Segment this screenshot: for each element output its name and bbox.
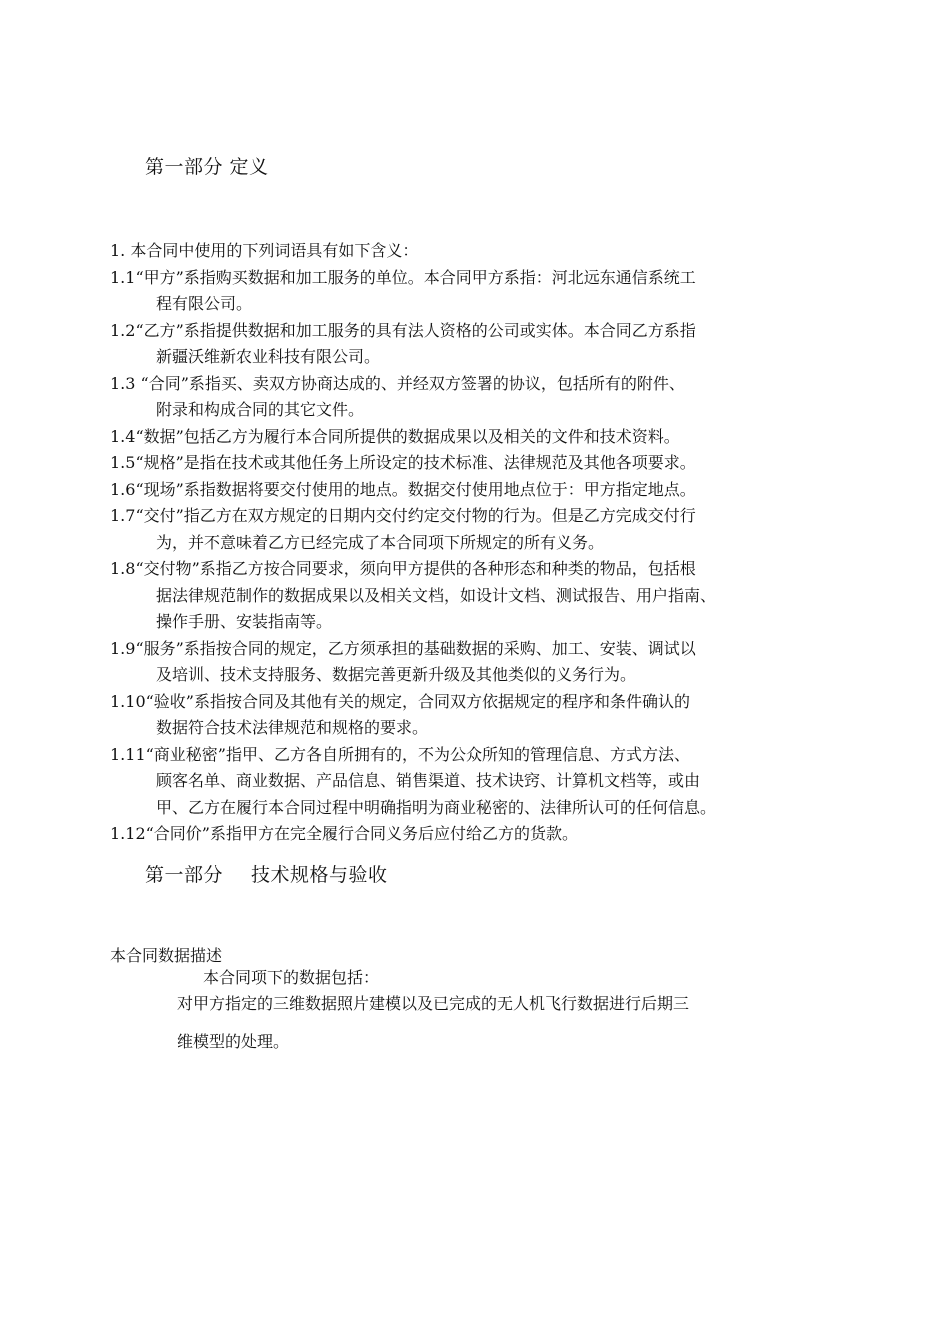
data-description-body-line1: 对甲方指定的三维数据照片建模以及已完成的无人机飞行数据进行后期三: [177, 994, 690, 1013]
definition-line: 1.11“商业秘密”指甲、乙方各自所拥有的，不为公众所知的管理信息、方式方法、: [110, 744, 690, 764]
definition-line: 1. 本合同中使用的下列词语具有如下含义：: [110, 241, 419, 260]
definition-line-continuation: 附录和构成合同的其它文件。: [156, 400, 365, 419]
definition-line-continuation: 甲、乙方在履行本合同过程中明确指明为商业秘密的、法律所认可的任何信息。: [156, 797, 717, 817]
definition-line-continuation: 新疆沃维新农业科技有限公司。: [156, 347, 381, 366]
part2-heading: [145, 860, 388, 887]
data-description-intro: 本合同项下的数据包括：: [203, 968, 380, 987]
data-description-body-line2: 维模型的处理。: [177, 1032, 290, 1051]
definition-line: 1.3 “合同”系指买、卖双方协商达成的、并经双方签署的协议，包括所有的附件、: [110, 373, 685, 393]
definition-line-continuation: 为，并不意味着乙方已经完成了本合同项下所规定的所有义务。: [156, 532, 605, 552]
definition-line: 1.8“交付物”系指乙方按合同要求，须向甲方提供的各种形态和种类的物品，包括根: [110, 559, 696, 578]
definition-line: 1.9“服务”系指按合同的规定，乙方须承担的基础数据的采购、加工、安装、调试以: [110, 638, 696, 658]
definition-line: 1.7“交付”指乙方在双方规定的日期内交付约定交付物的行为。但是乙方完成交付行: [110, 506, 696, 525]
definition-line-continuation: 操作手册、安装指南等。: [156, 612, 333, 631]
definition-line-continuation: 数据符合技术法律规范和规格的要求。: [156, 718, 429, 737]
definition-line-continuation: 顾客名单、商业数据、产品信息、销售渠道、技术诀窍、计算机文档等，或由: [156, 771, 701, 790]
definition-line: 1.6“现场”系指数据将要交付使用的地点。数据交付使用地点位于：甲方指定地点。: [110, 479, 696, 499]
definition-line: 1.4“数据”包括乙方为履行本合同所提供的数据成果以及相关的文件和技术资料。: [110, 426, 680, 446]
definitions-list: [110, 238, 835, 848]
definition-line-continuation: 程有限公司。: [156, 294, 253, 313]
definition-line-continuation: 据法律规范制作的数据成果以及相关文档，如设计文档、测试报告、用户指南、: [156, 585, 717, 605]
definition-line: 1.5“规格”是指在技术或其他任务上所设定的技术标准、法律规范及其他各项要求。: [110, 453, 696, 472]
data-description-title: 本合同数据描述: [110, 946, 223, 965]
definition-line-continuation: 及培训、技术支持服务、数据完善更新升级及其他类似的义务行为。: [156, 665, 637, 684]
definition-line: 1.12“合同价”系指甲方在完全履行合同义务后应付给乙方的货款。: [110, 824, 578, 843]
definition-line: 1.1“甲方”系指购买数据和加工服务的单位。本合同甲方系指：河北远东通信系统工: [110, 267, 696, 287]
part2-heading-title: 技术规格与验收: [251, 864, 388, 886]
definition-line: 1.2“乙方”系指提供数据和加工服务的具有法人资格的公司或实体。本合同乙方系指: [110, 320, 696, 340]
part1-heading: 第一部分 定义: [145, 156, 269, 178]
definition-line: 1.10“验收”系指按合同及其他有关的规定，合同双方依据规定的程序和条件确认的: [110, 691, 690, 711]
part2-heading-prefix: 第一部分: [145, 864, 224, 886]
